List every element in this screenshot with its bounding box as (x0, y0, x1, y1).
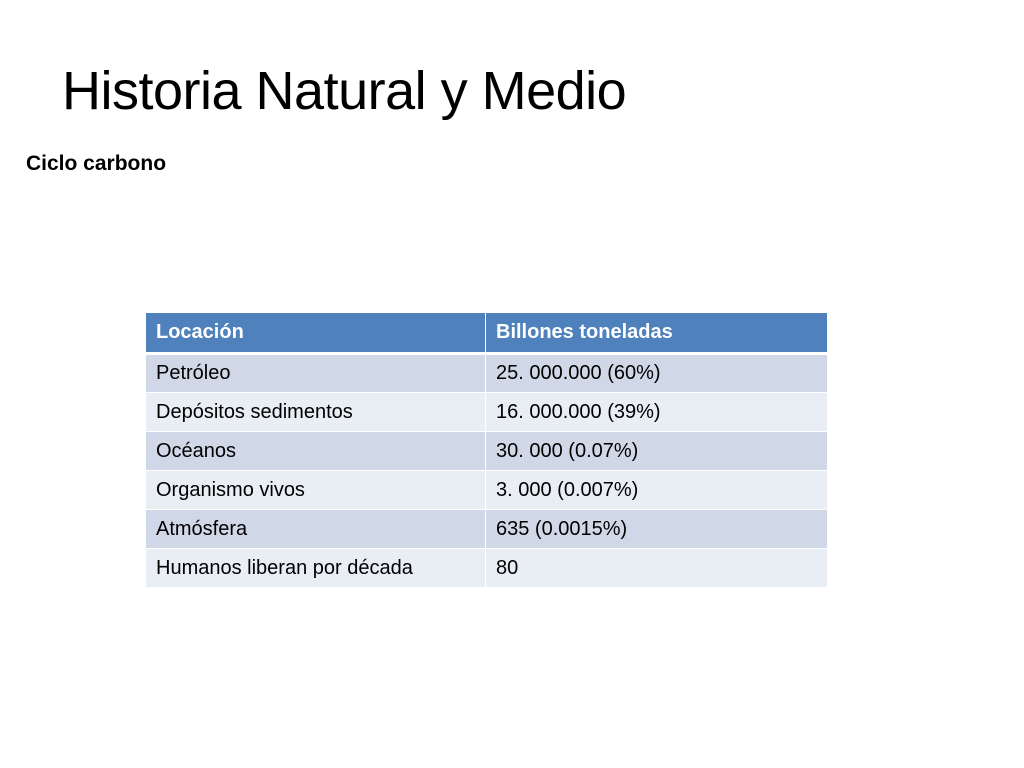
cell-amount: 25. 000.000 (60%) (486, 354, 828, 393)
cell-amount: 635 (0.0015%) (486, 510, 828, 549)
carbon-table (145, 312, 828, 588)
table-row (146, 354, 828, 393)
column-header-location: Locación (146, 313, 486, 354)
table-header-row (146, 313, 828, 354)
cell-amount: 80 (486, 549, 828, 588)
cell-location: Depósitos sedimentos (146, 393, 486, 432)
table-row (146, 549, 828, 588)
cell-location: Organismo vivos (146, 471, 486, 510)
cell-amount: 3. 000 (0.007%) (486, 471, 828, 510)
table-row (146, 510, 828, 549)
column-header-amount: Billones toneladas (486, 313, 828, 354)
table-row (146, 393, 828, 432)
slide-subtitle: Ciclo carbono (26, 152, 167, 175)
slide-title: Historia Natural y Medio (62, 61, 627, 121)
table-row (146, 471, 828, 510)
cell-amount: 16. 000.000 (39%) (486, 393, 828, 432)
table-row (146, 432, 828, 471)
cell-amount: 30. 000 (0.07%) (486, 432, 828, 471)
cell-location: Océanos (146, 432, 486, 471)
cell-location: Atmósfera (146, 510, 486, 549)
cell-location: Petróleo (146, 354, 486, 393)
cell-location: Humanos liberan por década (146, 549, 486, 588)
